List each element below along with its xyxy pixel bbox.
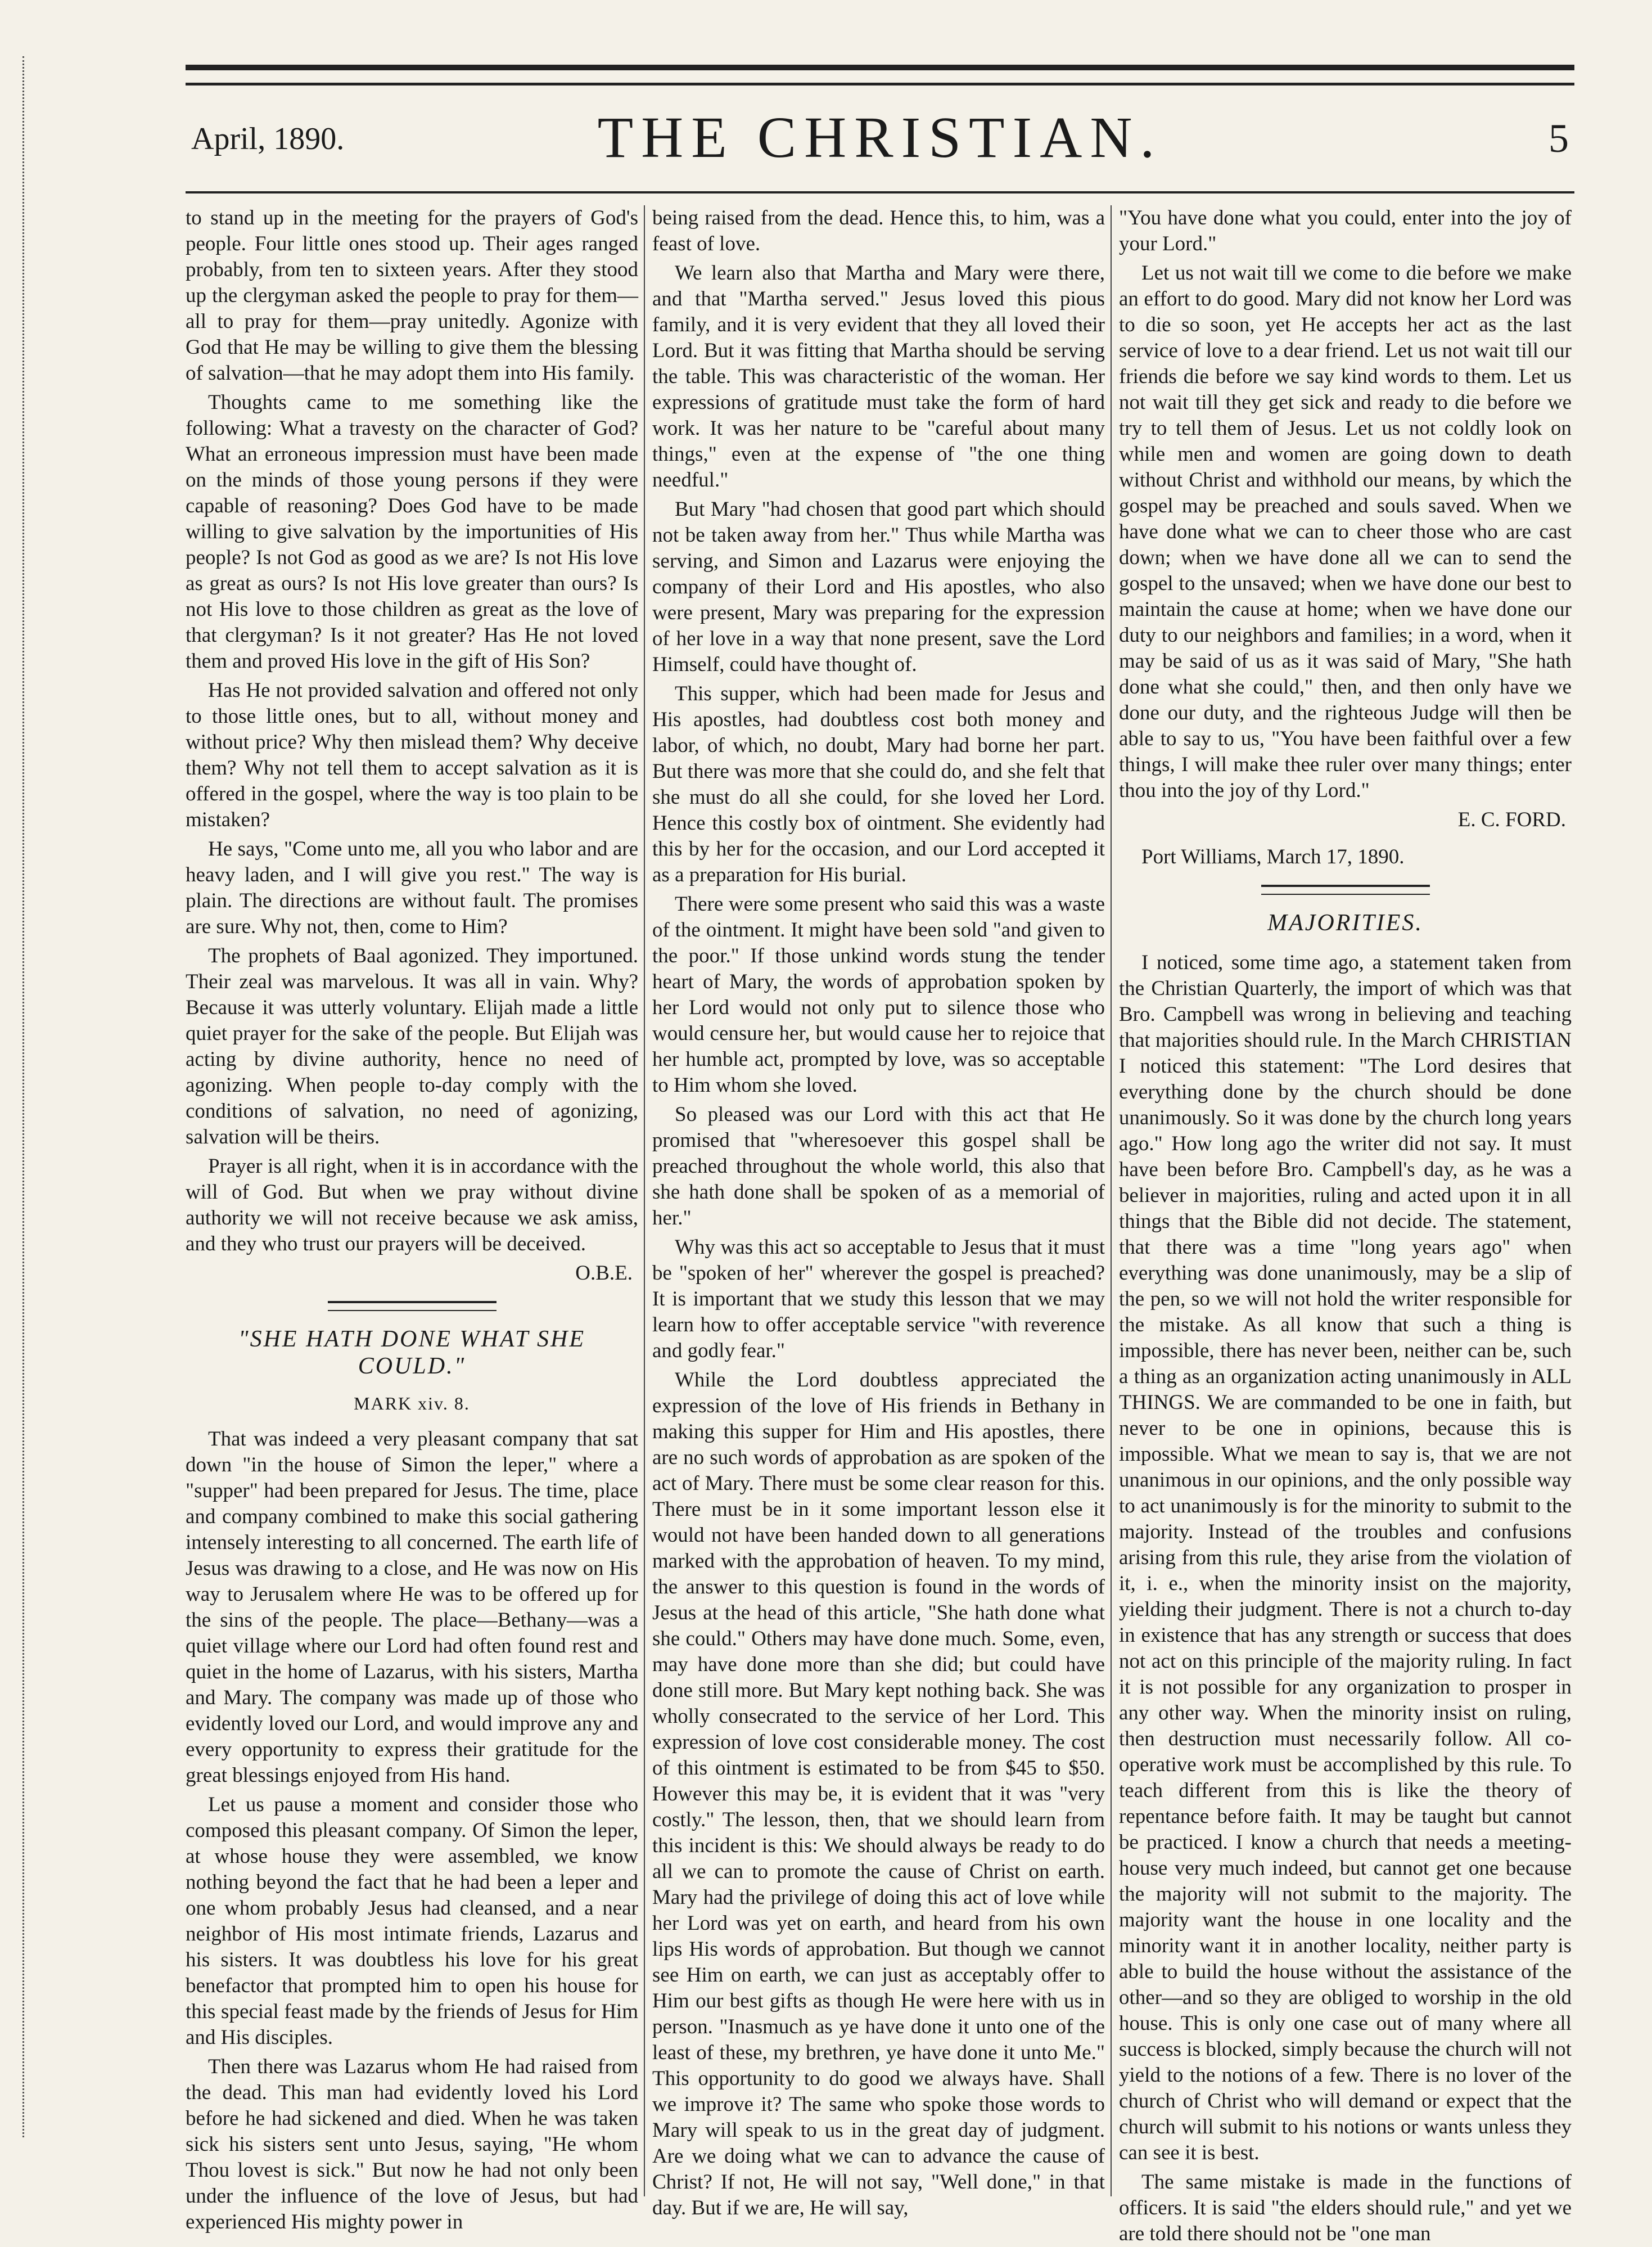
margin-mark xyxy=(22,56,29,2137)
paragraph: There were some present who said this was a waste of the ointment. It might have been sold "and given to the poor." If those unkind words stung the tender heart of Mary, the words of approbation spoken by her Lord would not only put to silence those who would censure her, but would cause her to rejoice that her humble act, prompted by love, was so acceptable to Him whom she loved. xyxy=(652,893,1105,1097)
paragraph: We learn also that Martha and Mary were there, and that "Martha served." Jesus loved this pious family, and it is very evident that they all loved their Lord. But it was fitting that Martha should be serving the table. This was characteristic of the woman. Her expressions of gratitude must take the form of hard work. It was her nature to be "careful about many things," even at the expense of "the one thing needful." xyxy=(652,262,1105,492)
column-3 xyxy=(1119,205,1572,2245)
page-number: 5 xyxy=(1549,116,1569,161)
author-signature: E. C. FORD. xyxy=(1457,808,1566,831)
paragraph: "You have done what you could, enter into the joy of your Lord." xyxy=(1119,206,1572,255)
column-2 xyxy=(652,205,1105,2219)
paragraph: Has He not provided salvation and offered not only to those little ones, but to all, without money and without price? Why then mislead them? Why deceive them? Why not tell them to accept salvation as it is offered in the gospel, where the way is too plain to be mistaken? xyxy=(186,679,638,831)
paragraph: Let us not wait till we come to die before we make an effort to do good. Mary did not know her Lord was to die so soon, yet He accepts her act as the last service of love to a dear friend. Let us not wait till our friends die before we say kind words to them. Let us not wait till they get sick and ready to die before we try to tell them of Jesus. Let us not coldly look on while men and women are going down to death without Christ and withhold our means, by which the gospel may be preached and souls saved. When we have done what we can to cheer those who are cast down; when we have done all we can to send the gospel to the unsaved; when we have done our best to maintain the cause at home; when we have done our duty to our neighbors and families; in a word, when it may be said of us as it was said of Mary, "She hath done what she could," then, and then only have we done our duty, and the righteous Judge will then be able to say to us, "You have been faithful over a few things, I will make thee ruler over many things; enter thou into the joy of thy Lord." xyxy=(1119,262,1572,802)
paragraph: While the Lord doubtless appreciated the expression of the love of His friends in Bethany in making this supper for Him and His apostles, there are no such words of approbation as are spoken of the act of Mary. There must be some clear reason for this. There must be in it some important lesson else it would not have been handed down to all generations marked with the approbation of heaven. To my mind, the answer to this question is found in the words of Jesus at the head of this article, "She hath done what she could." Others may have done much. Some, even, may have done more than she did; but could have done still more. But Mary kept nothing back. She was wholly consecrated to the service of her Lord. This expression of love cost considerable money. The cost of this ointment is estimated to be from $45 to $50. However this may be, it is evident that it was "very costly." The lesson, then, that we should learn from this incident is this: We should always be ready to do all we can to promote the cause of Christ on earth. Mary had the privilege of doing this act of love while her Lord was yet on earth, and heard from his own lips His words of approbation. But though we cannot see Him on earth, we can just as acceptably offer to Him our best gifts as though He were here with us in person. "Inasmuch as ye have done it unto one of the least of these, my brethren, ye have done it unto Me." This opportunity to do good we always have. Shall we improve it? The same who spoke those words to Mary will speak to us in the great day of judgment. Are we doing what we can to advance the cause of Christ? If not, He will not say, "Well done," in that day. But if we are, He will say, xyxy=(652,1368,1105,2219)
section-divider xyxy=(328,1301,496,1311)
paragraph: Why was this act so acceptable to Jesus that it must be "spoken of her" wherever the gospel is preached? It is important that we study this lesson that we may learn how to offer acceptable service "with reverence and godly fear." xyxy=(652,1236,1105,1362)
paragraph: The same mistake is made in the functions of officers. It is said "the elders should rule," and yet we are told there should not be "one man xyxy=(1119,2171,1572,2245)
masthead xyxy=(186,87,1574,194)
paragraph: But Mary "had chosen that good part which should not be taken away from her." Thus while Martha was serving, and Simon and Lazarus were enjoying the company of their Lord and His apostles, who also were present, Mary was preparing for the expression of her love in a way that none present, save the Lord Himself, could have thought of. xyxy=(652,498,1105,676)
place-date: Port Williams, March 17, 1890. xyxy=(1141,845,1405,868)
paragraph: The prophets of Baal agonized. They importuned. Their zeal was marvelous. It was all in vain. Why? Because it was utterly voluntary. Elijah made a little quiet prayer for the sake of the people. But Elijah was acting by divine authority, hence no need of agonizing. When people to-day comply with the conditions of salvation, no need of agonizing, salvation will be theirs. xyxy=(186,944,638,1149)
paragraph: This supper, which had been made for Jesus and His apostles, had doubtless cost both money and labor, of which, no doubt, Mary had borne her part. But there was more that she could do, and she felt that she must do all she could, for she loved her Lord. Hence this costly box of ointment. She evidently had this by her for the occasion, and our Lord accepted it as a preparation for His burial. xyxy=(652,682,1105,886)
column-divider xyxy=(644,205,645,2196)
column-divider xyxy=(1111,205,1112,2196)
paragraph: Let us pause a moment and consider those who composed this pleasant company. Of Simon the leper, at whose house they were assembled, we know nothing beyond the fact that he had been a leper and one whom probably Jesus had cleansed, and a near neighbor of His most intimate friends, Lazarus and his sisters. It was doubtless his love for his great benefactor that prompted him to open his house for this special feast made by the friends of Jesus for Him and His disciples. xyxy=(186,1793,638,2049)
paragraph: I noticed, some time ago, a statement taken from the Christian Quarterly, the import of which was that Bro. Campbell was wrong in believing and teaching that majorities should rule. In the March CHRISTIAN I noticed this statement: "The Lord desires that everything done by the church should be done unanimously. So it was done by the church long years ago." How long ago the writer did not say. It must have been before Bro. Campbell's day, as he was a believer in majorities, ruling and acted upon it in all things that the Bible did not decide. The statement, that there was a time "long years ago" when everything was done unanimously, may be a slip of the pen, so we will not hold the writer responsible for the mistake. As all know that such a thing is impossible, there has never been, neither can be, such a thing as an organization acting unanimously in ALL THINGS. We are commanded to be one in faith, but never to be one in opinions, because this is impossible. What we mean to say is, that we are not unanimous in our opinions, and the only possible way to act unanimously is for the minority to submit to the majority. Instead of the troubles and confusions arising from this rule, they arise from the violation of it, i. e., when the minority insist on the majority, yielding their judgment. There is not a church to-day in existence that has any strength or success that does not act on this principle of the majority ruling. In fact it is not possible for any organization to prosper in any other way. When the minority insist on ruling, then destruction must necessarily follow. All co-operative work must be accomplished by this rule. To teach different from this is like the theory of repentance before faith. It may be taught but cannot be practiced. I know a church that needs a meeting-house very much indeed, but cannot get one because the majority will not submit to the majority. The majority want the house in one locality and the minority want it in another locality, neither party is able to build the house without the assistance of the other—and so they are obliged to worship in the old house. This is only one case out of many where all success is blocked, simply because the church will not yield to the notions of a few. There is no lover of the church of Christ who will demand or expect that the church will submit to his notions or wants unless they can see it is best. xyxy=(1119,951,1572,2164)
author-signature: O.B.E. xyxy=(575,1262,633,1285)
paper-title: THE CHRISTIAN. xyxy=(597,105,1163,170)
issue-date: April, 1890. xyxy=(191,121,345,156)
masthead-rule xyxy=(186,191,1574,193)
article-title: MAJORITIES. xyxy=(1267,910,1423,936)
paragraph: So pleased was our Lord with this act that He promised that "wheresoever this gospel shall be preached throughout the whole world, this also that she hath done shall be spoken of as a memorial of her." xyxy=(652,1103,1105,1230)
column-1 xyxy=(186,205,638,2234)
columns xyxy=(186,205,1574,2245)
paragraph: That was indeed a very pleasant company that sat down "in the house of Simon the leper," where a "supper" had been prepared for Jesus. The time, place and company combined to make this social gathering intensely interesting to all concerned. The earth life of Jesus was drawing to a close, and He was now on His way to Jerusalem where He was to be offered up for the sins of the people. The place—Bethany—was a quiet village where our Lord had often found rest and quiet in the home of Lazarus, with his sisters, Martha and Mary. The company was made up of those who evidently loved our Lord, and would improve any and every opportunity to express their gratitude for the great blessings enjoyed from His hand. xyxy=(186,1428,638,1787)
paragraph: Then there was Lazarus whom He had raised from the dead. This man had evidently loved his Lord before he had sickened and died. When he was taken sick his sisters sent unto Jesus, saying, "He whom Thou lovest is sick." But now he had not only been under the influence of the love of Jesus, but had experienced His mighty power in xyxy=(186,2055,638,2234)
scripture-reference: MARK xiv. 8. xyxy=(354,1393,470,1413)
paragraph: He says, "Come unto me, all you who labor and are heavy laden, and I will give you rest." The way is plain. The directions are without fault. The promises are sure. Why not, then, come to Him? xyxy=(186,837,638,938)
top-rule xyxy=(186,65,1574,85)
paragraph: Thoughts came to me something like the following: What a travesty on the character of God? What an erroneous impression must have been made on the minds of those young persons if they were capable of reasoning? Does God have to be made willing to give salvation by the importunities of His people? Is not God as good as we are? Is not His love as great as ours? Is not His love greater than ours? Is not His love to those children as great as the love of that clergyman? Is it not greater? Has He not loved them and proved His love in the gift of His Son? xyxy=(186,391,638,673)
paragraph: to stand up in the meeting for the prayers of God's people. Four little ones stood up. Their ages ranged probably, from ten to sixteen years. After they stood up the clergyman asked the people to pray for them—all to pray for them—pray unitedly. Agonize with God that He may be willing to give them the blessing of salvation—that he may adopt them into His family. xyxy=(186,206,638,385)
article-title: "SHE HATH DONE WHAT SHE COULD." xyxy=(238,1326,586,1379)
paragraph: being raised from the dead. Hence this, to him, was a feast of love. xyxy=(652,206,1105,255)
paragraph: Prayer is all right, when it is in accordance with the will of God. But when we pray without divine authority we will not receive because we ask amiss, and they who trust our prayers will be deceived. xyxy=(186,1155,638,1255)
section-divider xyxy=(1261,885,1430,895)
newspaper-page xyxy=(186,65,1574,2245)
